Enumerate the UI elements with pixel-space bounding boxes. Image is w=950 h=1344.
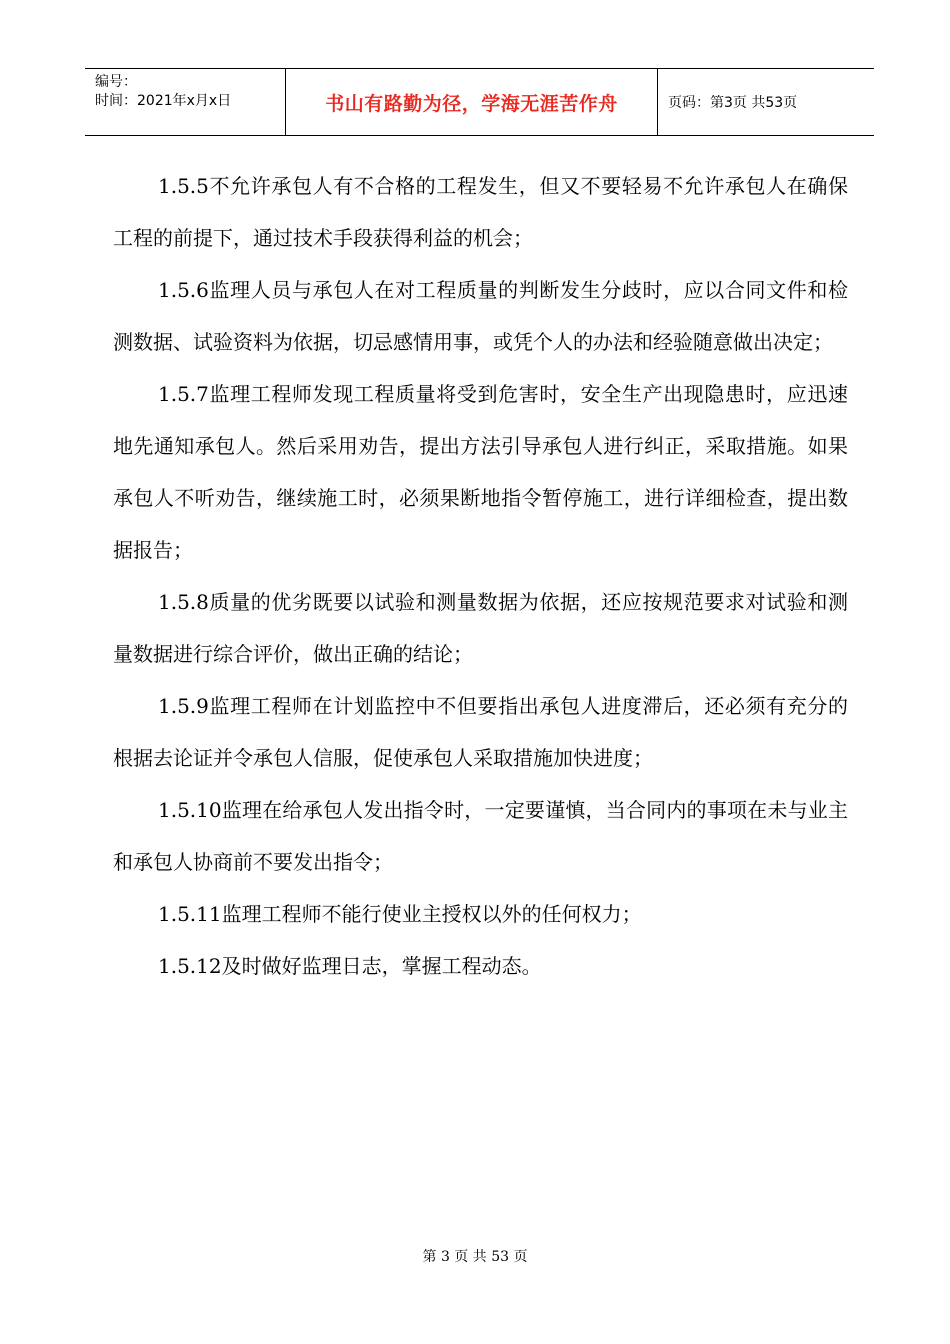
paragraph: 1.5.7监理工程师发现工程质量将受到危害时，安全生产出现隐患时，应迅速地先通知承包人。然后采用劝告，提出方法引导承包人进行纠正，采取措施。如果承包人不听劝告，继续施工时，必须果断地指令暂停施工，进行详细检查，提出数据报告；: [113, 382, 848, 562]
page-footer: 第 3 页 共 53 页: [422, 1249, 528, 1265]
header-motto-cell: [286, 69, 658, 135]
paragraph: 1.5.10监理在给承包人发出指令时，一定要谨慎，当合同内的事项在未与业主和承包人协商前不要发出指令；: [113, 798, 848, 874]
header-motto: 书山有路勤为径，学海无涯苦作舟: [325, 92, 618, 115]
paragraph: 1.5.5不允许承包人有不合格的工程发生，但又不要轻易不允许承包人在确保工程的前提下，通过技术手段获得利益的机会；: [113, 174, 848, 250]
paragraph: 1.5.11监理工程师不能行使业主授权以外的任何权力；: [158, 902, 642, 926]
page-header: [85, 68, 874, 136]
paragraph: 1.5.8质量的优劣既要以试验和测量数据为依据，还应按规范要求对试验和测量数据进行综合评价，做出正确的结论；: [113, 590, 848, 666]
document-body: [113, 160, 848, 992]
document-time-label: 时间：2021年x月x日: [95, 93, 232, 109]
paragraph: 1.5.9监理工程师在计划监控中不但要指出承包人进度滞后，还必须有充分的根据去论证并令承包人信服，促使承包人采取措施加快进度；: [113, 694, 848, 770]
document-number-label: 编号：: [95, 74, 137, 90]
paragraph: 1.5.6监理人员与承包人在对工程质量的判断发生分歧时，应以合同文件和检测数据、试验资料为依据，切忌感情用事，或凭个人的办法和经验随意做出决定；: [113, 278, 848, 354]
header-page-info-cell: [658, 69, 874, 135]
header-meta: [85, 69, 286, 135]
header-page-info: 页码：第3页 共53页: [668, 95, 798, 111]
paragraph: 1.5.12及时做好监理日志，掌握工程动态。: [158, 954, 542, 978]
